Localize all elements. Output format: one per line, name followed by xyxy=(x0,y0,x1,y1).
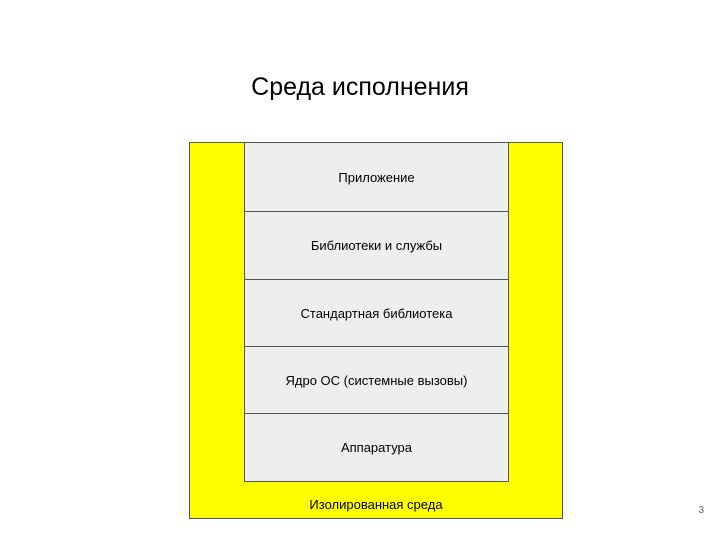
layer-os-kernel: Ядро ОС (системные вызовы) xyxy=(245,346,508,413)
isolated-environment-label: Изолированная среда xyxy=(309,497,443,512)
layer-stack xyxy=(244,142,509,482)
layer-application: Приложение xyxy=(245,143,508,211)
page-number: 3 xyxy=(698,505,704,516)
slide-title: Среда исполнения xyxy=(251,73,469,101)
layer-hardware: Аппаратура xyxy=(245,413,508,481)
layer-libraries-services: Библиотеки и службы xyxy=(245,211,508,279)
layer-standard-library: Стандартная библиотека xyxy=(245,279,508,346)
